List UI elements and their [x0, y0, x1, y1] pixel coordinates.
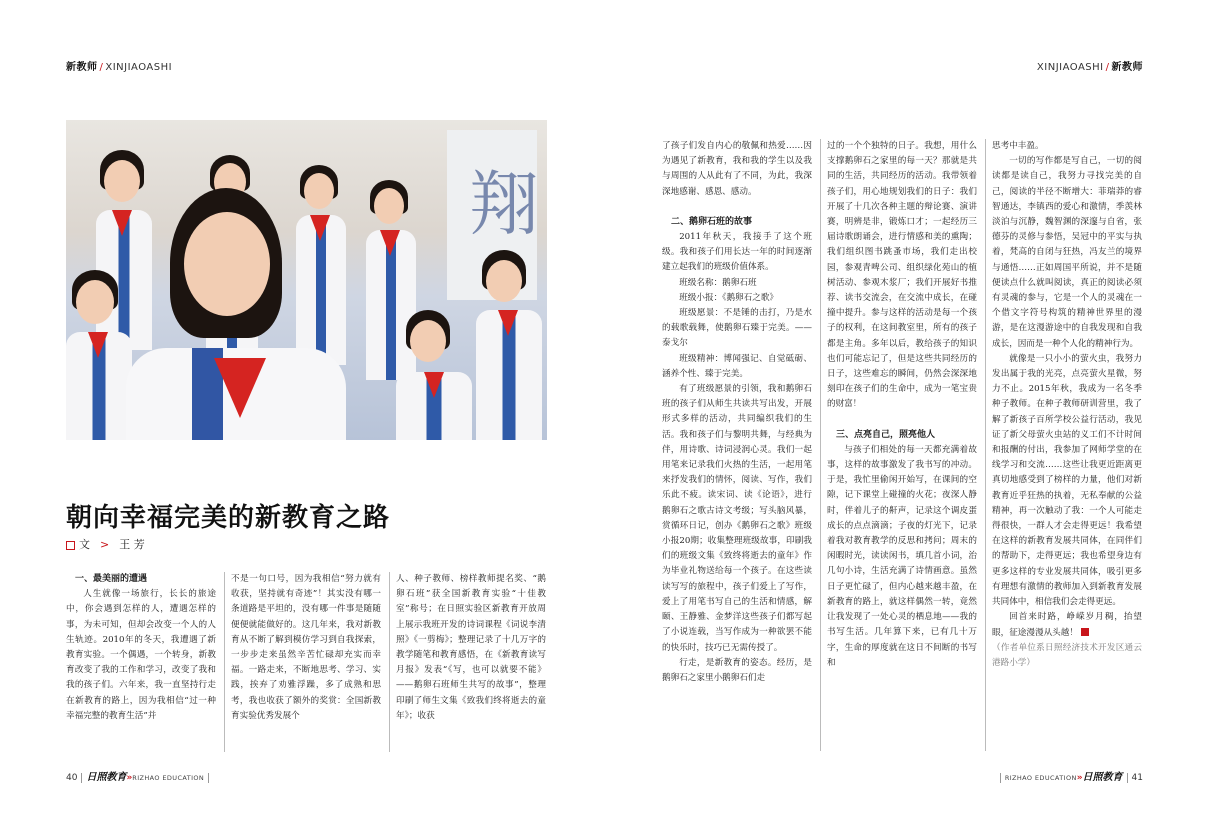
column-divider	[389, 572, 390, 752]
text-column-6	[992, 139, 1142, 754]
paragraph-text: 班级愿景：不是锤的击打，乃是水的载歌载舞，使鹅卵石臻于完美。——泰戈尔	[662, 308, 812, 349]
header-left-sep: /	[99, 62, 104, 73]
paragraph-text: 二、鹅卵石班的故事	[671, 216, 753, 227]
paragraph	[992, 154, 1142, 352]
student-figure	[396, 310, 476, 440]
page-number-right: 41	[1131, 773, 1143, 783]
author-line	[66, 536, 145, 552]
paragraph-text: 2011年秋天，我接手了这个班级。我和孩子们用长达一年的时间逐渐建立起我们的班级价值体系。	[662, 232, 812, 273]
paragraph	[662, 230, 812, 276]
paragraph-text: 过的一个个独特的日子。我想，用什么支撑鹅卵石之家里的每一天？那就是共同的生活，共同经历的活动。我带领着孩子们，用心地规划我们的日子：我们开展了十几次各种主题的辩论赛、演讲赛，明辨是非，锻炼口才；一起经历三届诗歌朗诵会，进行情感和美的熏陶；我们组织图书跳蚤市场，我们走出校园，参观青啤公司、组织绿化苑山的植树活动、参观木浆厂；我们开展好书推荐、读书交流会，在交流中成长，在碰撞中提升。参与这样的活动是每一个孩子的权利，在这间教室里，所有的孩子都是主角。多年以后，教给孩子的知识也们可能忘记了，但是这些共同经历的日子，这些难忘的瞬间，仍然会深深地刻印在孩子们的生命中，成为一笔宝贵的财富！	[827, 141, 977, 410]
header-left-en: XINJIAOASHI	[105, 62, 173, 73]
paragraph-text: 有了班级愿景的引领，我和鹅卵石班的孩子们从师生共读共写出发，开展形式多样的活动，共同编织我们的生活。我和孩子们与黎明共舞，与经典为伴，用诗歌、诗词浸润心灵。我们一起用笔来记录我们火热的生活，一起用笔来抒发我们的情怀，阅读、写作，我们乐此不疲。读宋词、读《论语》，进行鹅卵石之歌古诗文考级；写头脑风暴，赏循环日记，创办《鹅卵石之歌》班级小报20期；收集整理班级故事，印刷我们的班级文集《致终将逝去的童年》作为毕业礼物送给每一个孩子。在这些读读写写的旅程中，孩子们爱上了写作，爱上了用笔书写自己的生活和情感，解颐、王静雅、金梦洋这些孩子们都写起了小说连载，当写作成为一种欲罢不能的快乐时，技巧已无需传授了。	[662, 384, 812, 653]
author-affiliation-note	[992, 641, 1142, 671]
section-heading	[662, 215, 812, 230]
header-right-cn: 新教师	[1111, 62, 1143, 73]
header-left-cn: 新教师	[66, 62, 98, 73]
header-right-en: XINJIAOASHI	[1036, 62, 1104, 73]
board-character: 翔	[469, 163, 539, 245]
section-heading	[827, 428, 977, 443]
paragraph	[992, 139, 1142, 154]
paragraph-text: 思考中丰盈。	[992, 141, 1044, 151]
running-header-left	[66, 58, 172, 73]
column-divider	[224, 572, 225, 752]
student-figure-foreground	[126, 188, 346, 440]
paragraph	[827, 139, 977, 413]
paragraph	[992, 610, 1142, 640]
paragraph-text: 人、种子教师、榜样教师提名奖、“鹅卵石班”获全国新教育实验“十佳教室”称号；在日照实验区新教育开放周上展示我班开发的诗词课程《词说李清照》《一剪梅》；整理记录了十几万字的教学随笔和教育感悟，在《新教育读写月报》发表“《写，也可以就要不能》——鹅卵石班师生共写的故事”，整理印刷了师生文集《致我们终将逝去的童年》；收获	[396, 574, 546, 721]
column-divider	[985, 139, 986, 751]
page-number-left: 40	[66, 773, 78, 783]
paragraph	[66, 587, 216, 724]
text-column-3	[396, 572, 546, 754]
text-column-2	[231, 572, 381, 754]
paragraph-text: 三、点亮自己，照亮他人	[836, 429, 936, 440]
magazine-logo-left: 日照教育	[86, 772, 127, 783]
paragraph-gap	[827, 413, 977, 428]
paragraph-text: 了孩子们发自内心的敬佩和热爱……因为遇见了新教育，我和我的学生以及我与周围的人从此有了不同，为此，我深深地感谢、感恩、感动。	[662, 141, 812, 197]
paragraph-text: 回首来时路，峥嵘岁月稠，抬望眼，征途漫漫从头越！	[992, 612, 1142, 638]
footer-left	[66, 768, 213, 783]
paragraph-text: 人生就像一场旅行，长长的旅途中，你会遇到怎样的人，遭遇怎样的事，为未可知，但却会改变一个人的人生轨迹。2010年的冬天，我遭遇了新教育实验。一个偶遇，一个转身，新教育改变了我的工作和学习，改变了我和我的孩子们。六年来，我一直坚持行走在新教育的路上，因为我相信“过一种幸福完整的教育生活”并	[66, 589, 216, 721]
student-figure	[476, 250, 546, 440]
paragraph-text: 与孩子们相处的每一天都充满着故事，这样的故事激发了我书写的冲动。于是，我忙里偷闲开始写，在课间的空隙，记下课堂上碰撞的火花；夜深人静时，伴着儿子的鼾声，记录这个调皮蛋成长的点点滴滴；子夜的灯光下，记录着我对教育教学的反思和拷问；周末的闲暇时光，读读闲书，填几首小词，治几句小诗，生活充满了诗情画意。虽然日子更忙碌了，但内心越来越丰盈，在新教育的路上，就这样偶然一转，竟然让我发现了一处心灵的栖息地——我的书写生活。几年算下来，已有几十万字，生命的厚度就在这日不间断的书写和	[827, 444, 977, 668]
text-column-5	[827, 139, 977, 754]
paragraph-text: 就像是一只小小的萤火虫，我努力发出属于我的光亮，点亮萤火星微，努力不止。2015年秋，我成为一名冬季种子教师。在种子教师研训营里，我了解了新孩子百所学校公益行活动，我见证了新父母萤火虫站的义工们不计时间和报酬的付出，我参加了网师学堂的在线学习和交流……这些让我更近距离更真切地感受到了榜样的力量，他们对新教育近乎狂热的执着，无私奉献的公益精神，再一次触动了我：一个人可能走得很快，一群人才会走得更远！我希望在这样的新教育发展共同体，在同伴们的帮助下，走得更远；我也希望身边有更多这样的专业发展共同体，吸引更多有理想有激情的教师加入到新教育发展共同体中，相信我们会走得更远。	[992, 353, 1142, 608]
paragraph-text: 行走，是新教育的姿态。经历，是鹅卵石之家里小鹅卵石们走	[662, 657, 812, 683]
paragraph	[662, 306, 812, 352]
paragraph	[662, 352, 812, 382]
footer-chevron-icon: »	[126, 773, 133, 783]
header-right-sep: /	[1105, 62, 1110, 73]
footer-en-right: RIZHAO EDUCATION	[1004, 774, 1077, 782]
text-column-4	[662, 139, 812, 754]
paragraph-text: 班级小报：《鹅卵石之歌》	[679, 292, 779, 303]
paragraph	[662, 139, 812, 200]
paragraph-text: 一、最美丽的遭遇	[75, 574, 148, 584]
running-header-right	[1037, 58, 1143, 73]
author-arrow: >	[100, 538, 110, 551]
paragraph-text: 一切的写作都是写自己，一切的阅读都是读自己，我努力寻找完美的自己，阅读的半径不断增大：菲瑞莽的睿智通达，李镇西的爱心和激情，季羡林淡泊与沉静，魏智渊的深邃与自省，张德芬的灵修与参悟，吴冠中的平实与执着，梵高的自闭与狂热，冯友兰的境界与通悟……正如周国平所说，并不是随便读点什么就叫阅读，真正的阅读必须有灵魂的参与，它是一个人的灵魂在一个借文字符号构筑的精神世界里的漫游，是在这漫游途中的自我发现和自我成长，因而是一种个人化的精神行为。	[992, 156, 1142, 349]
paragraph	[231, 572, 381, 724]
text-column-1	[66, 572, 216, 754]
paragraph-text: 班级精神：博闻强记、自觉砥砺、涵养个性、臻于完美。	[662, 353, 812, 379]
paragraph	[662, 382, 812, 656]
paragraph-text: （作者单位系日照经济技术开发区通云港路小学）	[992, 642, 1142, 668]
paragraph	[662, 276, 812, 291]
section-heading	[66, 572, 216, 587]
article-photo	[66, 120, 547, 440]
paragraph	[827, 443, 977, 671]
author-label: 文	[79, 538, 90, 551]
paragraph-gap	[662, 200, 812, 215]
author-box-icon	[66, 541, 75, 550]
end-mark-icon	[1081, 628, 1089, 636]
paragraph	[662, 291, 812, 306]
column-divider	[820, 139, 821, 751]
paragraph	[396, 572, 546, 724]
article-title: 朝向幸福完美的新教育之路	[66, 503, 391, 533]
paragraph-text: 班级名称：鹅卵石班	[679, 277, 757, 288]
footer-en-left: RIZHAO EDUCATION	[132, 774, 205, 782]
paragraph-text: 不是一句口号，因为我相信“努力就有收获，坚持就有奇迹”！其实没有哪一条道路是平坦的，没有哪一件事是随随便便就能做好的。这几年来，我对新教育从不断了解到模仿学习到自我探索，一步步走来虽然辛苦忙碌却充实而幸福。一路走来，不断地思考、学习、实践，挨弃了劝雅浮躁，多了成熟和思考，我也收获了额外的奖赏：全国新教育实验优秀发展个	[231, 574, 381, 721]
author-name: 王 芳	[119, 538, 145, 551]
footer-chevron-icon: »	[1076, 773, 1083, 783]
magazine-logo-right: 日照教育	[1082, 772, 1123, 783]
paragraph	[662, 656, 812, 686]
footer-right	[996, 768, 1143, 783]
paragraph	[992, 352, 1142, 610]
